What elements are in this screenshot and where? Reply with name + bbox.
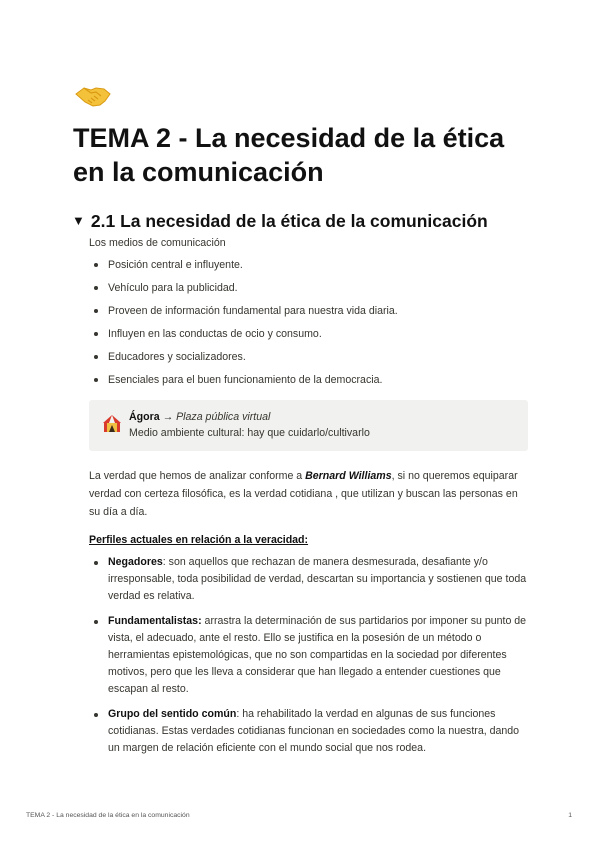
list-item: Negadores: son aquellos que rechazan de manera desmesurada, desafiante y/o irresponsable, toda posibilidad de verdad, descartan su importancia y sostienen que toda verdad es relativa.: [89, 554, 529, 605]
intro-text: Los medios de comunicación: [89, 237, 226, 249]
section-heading[interactable]: [72, 209, 532, 233]
perfiles-list: [89, 554, 529, 757]
list-item: Posición central e influyente.: [89, 257, 529, 273]
callout-note: Medio ambiente cultural: hay que cuidarlo/cultivarlo: [129, 427, 370, 439]
section-heading-text: 2.1 La necesidad de la ética de la comunicación: [90, 211, 488, 231]
page-number: 1: [568, 812, 572, 819]
list-item: Fundamentalistas: arrastra la determinación de sus partidarios por imponer su punto de vista, el adecuado, ante el resto. Ello se justifica en la posesión de un método o herramientas epistemológicas, que no son compartidas en la sociedad por diferentes motivos, pero que les lleva a considerar que han llegado a entender cuestiones que escapan al resto.: [89, 613, 529, 698]
perfiles-heading: Perfiles actuales en relación a la veracidad:: [89, 533, 309, 546]
list-item: Influyen en las conductas de ocio y consumo.: [89, 326, 529, 342]
list-item: Proveen de información fundamental para nuestra vida diaria.: [89, 303, 529, 319]
footer-title: TEMA 2 - La necesidad de la ética en la comunicación: [26, 812, 190, 819]
list-item: Vehículo para la publicidad.: [89, 280, 529, 296]
callout-definition: Ágora → Plaza pública virtual: [129, 411, 271, 423]
section-content: [89, 235, 529, 765]
verdad-paragraph: La verdad que hemos de analizar conforme a Bernard Williams, si no queremos equiparar verdad con certeza filosófica, es la verdad cotidiana , que utilizan y buscan las personas en su día a día.: [89, 470, 518, 518]
agora-callout: [89, 400, 528, 451]
media-list: [89, 257, 529, 388]
circus-tent-icon: [101, 413, 123, 435]
page-title: TEMA 2 - La necesidad de la ética en la comunicación: [73, 123, 505, 187]
list-item: Esenciales para el buen funcionamiento de la democracia.: [89, 372, 529, 388]
list-item: Educadores y socializadores.: [89, 349, 529, 365]
list-item: Grupo del sentido común: ha rehabilitado la verdad en algunas de sus funciones cotidianas. Estas verdades cotidianas funcionan en sociedades como la nuestra, dando un margen de relación eficiente con el mundo social que nos rodea.: [89, 706, 529, 757]
toggle-triangle-icon[interactable]: ▼: [72, 213, 85, 228]
handshake-icon: [74, 80, 112, 112]
